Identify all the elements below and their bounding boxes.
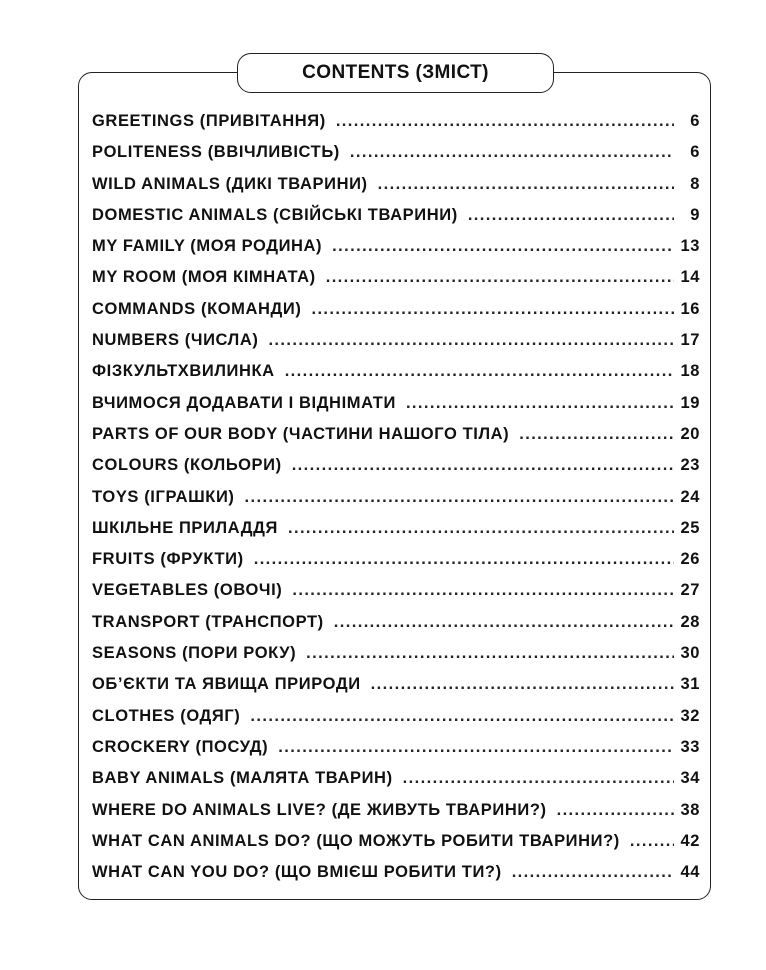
toc-entry[interactable] <box>92 550 700 581</box>
toc-entry[interactable] <box>92 519 700 550</box>
toc-leader-dots <box>306 644 674 663</box>
toc-entry-title: BABY ANIMALS (МАЛЯТА ТВАРИН) <box>92 769 393 788</box>
toc-entry-title: COMMANDS (КОМАНДИ) <box>92 299 302 318</box>
toc-leader-dots <box>378 175 674 194</box>
toc-page-number: 16 <box>680 299 700 318</box>
toc-page-number: 25 <box>680 518 700 537</box>
toc-leader-dots <box>336 112 674 131</box>
toc-page-number: 44 <box>680 863 700 882</box>
toc-entry-title: CLOTHES (ОДЯГ) <box>92 706 241 725</box>
toc-entry-title: COLOURS (КОЛЬОРИ) <box>92 456 282 475</box>
toc-page-number: 24 <box>680 487 700 506</box>
toc-entry[interactable] <box>92 581 700 612</box>
toc-page-number: 6 <box>690 112 700 130</box>
toc-leader-dots <box>311 300 674 319</box>
toc-page-number: 23 <box>680 456 700 475</box>
toc-page-number: 9 <box>690 205 700 224</box>
toc-leader-dots <box>468 206 674 225</box>
toc-page-number: 28 <box>680 612 700 631</box>
toc-leader-dots <box>371 675 674 694</box>
toc-entry-title: MY ROOM (МОЯ КІМНАТА) <box>92 268 316 287</box>
toc-page-number: 42 <box>680 831 700 850</box>
toc-page-number: 27 <box>680 581 700 600</box>
toc-entry[interactable] <box>92 300 700 331</box>
toc-entry-title: ФІЗКУЛЬТХВИЛИНКА <box>92 362 275 381</box>
toc-leader-dots <box>245 488 674 507</box>
toc-leader-dots <box>288 519 674 538</box>
toc-leader-dots <box>250 707 674 726</box>
toc-leader-dots <box>332 237 674 256</box>
toc-entry[interactable] <box>92 237 700 268</box>
toc-page-number: 20 <box>680 424 700 443</box>
toc-entry[interactable] <box>92 425 700 456</box>
toc-entry-title: ОБ’ЄКТИ ТА ЯВИЩА ПРИРОДИ <box>92 675 361 694</box>
toc-entry[interactable] <box>92 738 700 769</box>
toc-page-number: 38 <box>680 800 700 819</box>
toc-page-number: 18 <box>680 362 700 381</box>
toc-entry[interactable] <box>92 707 700 738</box>
toc-entry[interactable] <box>92 362 700 393</box>
toc-page-number: 31 <box>680 675 700 694</box>
toc-leader-dots <box>268 331 674 350</box>
toc-entry[interactable] <box>92 394 700 425</box>
toc-page-number: 13 <box>680 237 700 256</box>
toc-entry[interactable] <box>92 268 700 299</box>
toc-entry[interactable] <box>92 769 700 800</box>
toc-page-number: 26 <box>680 550 700 569</box>
toc-leader-dots <box>403 769 674 788</box>
toc-page-number: 19 <box>680 393 700 412</box>
toc-leader-dots <box>630 832 674 851</box>
toc-leader-dots <box>278 738 674 757</box>
toc-entry-title: SEASONS (ПОРИ РОКУ) <box>92 644 297 663</box>
toc-page-number: 34 <box>680 769 700 788</box>
toc-entry[interactable] <box>92 143 700 174</box>
toc-entry-title: GREETINGS (ПРИВІТАННЯ) <box>92 112 326 130</box>
toc-entry-title: POLITENESS (ВВІЧЛИВІСТЬ) <box>92 143 340 162</box>
toc-page-number: 8 <box>690 174 700 193</box>
toc-leader-dots <box>350 143 674 162</box>
toc-entry[interactable] <box>92 112 700 143</box>
toc-page-number: 14 <box>680 268 700 287</box>
toc-entry-title: PARTS OF OUR BODY (ЧАСТИНИ НАШОГО ТІЛА) <box>92 424 510 443</box>
toc-leader-dots <box>406 394 674 413</box>
table-of-contents <box>92 112 700 894</box>
toc-entry-title: WHAT CAN YOU DO? (ЩО ВМІЄШ РОБИТИ ТИ?) <box>92 863 502 882</box>
toc-entry-title: DOMESTIC ANIMALS (СВІЙСЬКІ ТВАРИНИ) <box>92 205 458 224</box>
toc-entry-title: WHERE DO ANIMALS LIVE? (ДЕ ЖИВУТЬ ТВАРИНИ?) <box>92 800 547 819</box>
toc-entry-title: FRUITS (ФРУКТИ) <box>92 550 244 569</box>
toc-entry-title: ШКІЛЬНЕ ПРИЛАДДЯ <box>92 518 278 537</box>
toc-entry[interactable] <box>92 206 700 237</box>
toc-leader-dots <box>557 801 674 820</box>
toc-page-number: 6 <box>690 143 700 162</box>
toc-entry[interactable] <box>92 644 700 675</box>
toc-entry-title: NUMBERS (ЧИСЛА) <box>92 331 259 350</box>
toc-entry-title: CROCKERY (ПОСУД) <box>92 737 269 756</box>
toc-entry-title: WHAT CAN ANIMALS DO? (ЩО МОЖУТЬ РОБИТИ ТВАРИНИ?) <box>92 831 620 850</box>
toc-entry[interactable] <box>92 456 700 487</box>
toc-entry[interactable] <box>92 801 700 832</box>
toc-leader-dots <box>519 425 674 444</box>
contents-title-box <box>237 53 554 93</box>
toc-leader-dots <box>292 581 674 600</box>
toc-entry-title: ВЧИМОСЯ ДОДАВАТИ І ВІДНІМАТИ <box>92 393 396 412</box>
toc-leader-dots <box>285 362 674 381</box>
toc-entry[interactable] <box>92 863 700 894</box>
toc-entry[interactable] <box>92 832 700 863</box>
page-title: CONTENTS (ЗМІСТ) <box>302 62 489 83</box>
toc-leader-dots <box>292 456 674 475</box>
toc-entry-title: VEGETABLES (ОВОЧІ) <box>92 581 283 600</box>
toc-entry[interactable] <box>92 675 700 706</box>
toc-leader-dots <box>254 550 674 569</box>
toc-page-number: 32 <box>680 706 700 725</box>
toc-entry[interactable] <box>92 488 700 519</box>
toc-leader-dots <box>326 268 674 287</box>
toc-page-number: 17 <box>680 331 700 350</box>
toc-entry-title: TRANSPORT (ТРАНСПОРТ) <box>92 612 324 631</box>
toc-page-number: 30 <box>680 644 700 663</box>
toc-entry-title: MY FAMILY (МОЯ РОДИНА) <box>92 237 323 256</box>
toc-entry[interactable] <box>92 331 700 362</box>
toc-page-number: 33 <box>680 737 700 756</box>
toc-entry-title: TOYS (ІГРАШКИ) <box>92 487 235 506</box>
toc-leader-dots <box>334 613 674 632</box>
toc-entry[interactable] <box>92 613 700 644</box>
toc-leader-dots <box>512 863 674 882</box>
toc-entry[interactable] <box>92 175 700 206</box>
toc-entry-title: WILD ANIMALS (ДИКІ ТВАРИНИ) <box>92 174 368 193</box>
